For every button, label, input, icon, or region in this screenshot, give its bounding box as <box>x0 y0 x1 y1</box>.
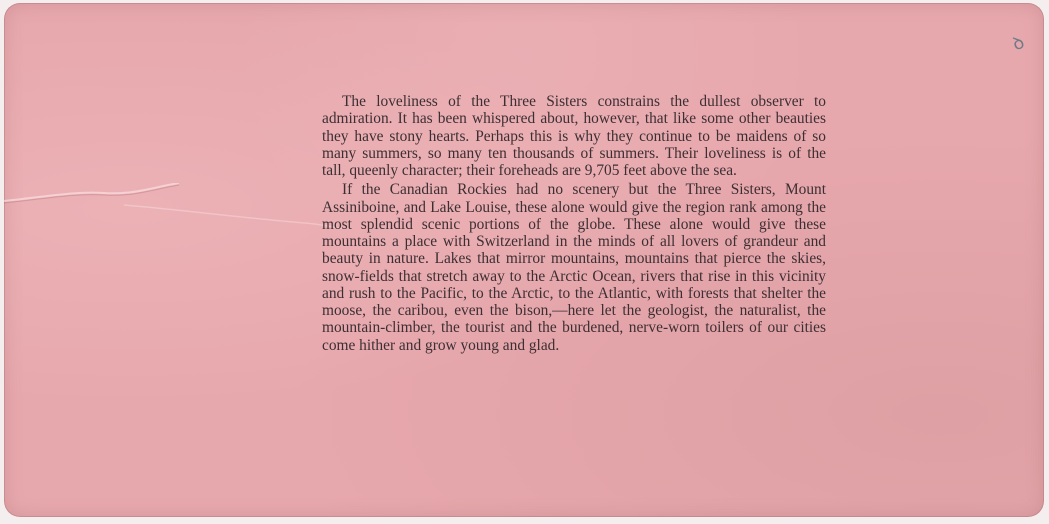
paragraph-canadian-rockies: If the Canadian Rockies had no scenery but the Three Sisters, Mount Assiniboine, and Lake Louise, these alone would give the region rank among the most splendid scenic portions of the globe. These alone would give these mountains a place with Switzerland in the minds of all lovers of grandeur and beauty in nature. Lakes that mirror mountains, mountains that pierce the skies, snow-fields that stretch away to the Arctic Ocean, rivers that rise in this vicinity and rush to the Pacific, to the Arctic, to the Atlantic, with forests that shelter the moose, the caribou, even the bison,—here let the geologist, the naturalist, the mountain-climber, the tourist and the burdened, nerve-worn toilers of our cities come hither and grow young and glad. <box>322 181 826 354</box>
corner-handwritten-mark: ꝺ <box>1010 31 1028 56</box>
paragraph-three-sisters: The loveliness of the Three Sisters constrains the dullest observer to admiration. It has been whispered about, however, that like some other beauties they have stony hearts. Perhaps this is why they continue to be maidens of so many summers, so many ten thousands of summers. Their loveliness is of the tall, queenly character; their foreheads are 9,705 feet above the sea. <box>322 93 826 179</box>
paper-crease <box>4 183 344 229</box>
descriptive-text <box>322 93 826 354</box>
stereoview-card-back <box>4 3 1044 517</box>
